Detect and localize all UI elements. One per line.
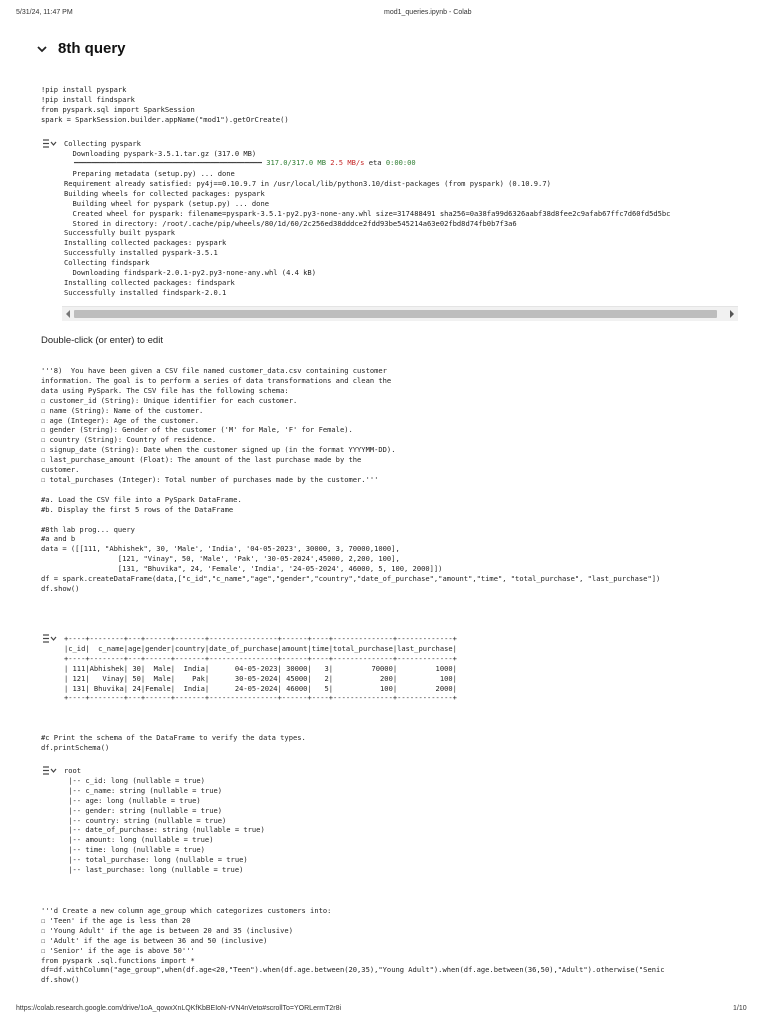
scrollbar-thumb[interactable]: [74, 310, 717, 318]
page-number: 1/10: [733, 1005, 747, 1012]
page-url: https://colab.research.google.com/drive/1oA_qowxXnLQKfKbBEIoN-rVN4nVeto#scrollTo=YORLermT2r8i: [16, 1005, 342, 1012]
progress-bar: ━━━━━━━━━━━━━━━━━━━━━━━━━━━━━━━━━━━━━━━━━━━━: [74, 158, 267, 167]
install-output-body: Preparing metadata (setup.py) ... done Requirement already satisfied: py4j==0.10.9.7 in /usr/local/lib/python3.10/dist-packages (from pyspark) (0.10.9.7) Building wheels for collected packages: pyspark Building wheel for pyspark (setup.py) ... done Created wheel for pyspark: filename=pyspark-3.5.1-py2.py3-none-any.whl size=317488491 sha256=0a38fa99d6326aabf38d8fee2c9afab67ffc7d60fd5d5bc Stored in directory: /root/.cache/pip/wheels/80/1d/60/2c256ed38dddce2fdd93be545214a63e02fbd8d74fb0b7f3a6 Successfully built pyspark Installing collected packages: pyspark Successfully installed pyspark-3.5.1 Collecting findspark Downloading findspark-2.0.1-py2.py3-none-any.whl (4.4 kB) Installing collected packages: findspark Successfully installed findspark-2.0.1: [64, 169, 671, 297]
output-toggle-icon[interactable]: [42, 633, 57, 644]
schema-output: root |-- c_id: long (nullable = true) |-- c_name: string (nullable = true) |-- age: long (nullable = true) |-- gender: string (nullable = true) |-- country: string (nullable = true) |-- date_of_purchase: string (nullable = true) |-- amount: long (nullable = true) |-- time: long (nullable = true) |-- total_purchase: long (nullable = true) |-- last_purchase: long (nullable = true): [64, 766, 265, 875]
code-cell-schema[interactable]: #c Print the schema of the DataFrame to verify the data types. df.printSchema(): [41, 733, 306, 752]
scroll-right-icon[interactable]: [730, 310, 734, 318]
page-title: mod1_queries.ipynb - Colab: [384, 9, 472, 16]
code-cell-install[interactable]: !pip install pyspark !pip install findspark from pyspark.sql import SparkSession spark = SparkSession.builder.appName("mod1").getOrCreate(): [41, 85, 289, 124]
section-header: [36, 40, 126, 57]
print-datetime: 5/31/24, 11:47 PM: [16, 9, 73, 16]
output-toggle-icon[interactable]: [42, 765, 57, 776]
progress-size: 317.0/317.0 MB: [266, 158, 326, 167]
chevron-down-icon[interactable]: [36, 43, 48, 55]
output-toggle-icon[interactable]: [42, 138, 57, 149]
dataframe-show-output: +----+--------+---+------+-------+----------------+------+----+--------------+-------------+ |c_id| c_name|age|gender|country|date_of_purchase|amount|time|total_purchase|last_purchase| +----+--------+---+------+-------+----------------+------+----+--------------+-------------+ | 111|Abhishek| 30| Male| India| 04-05-2023| 30000| 3| 70000| 1000| | 121| Vinay| 50| Male| Pak| 30-05-2024| 45000| 2| 200| 100| | 131| Bhuvika| 24|Female| India| 24-05-2024| 46000| 5| 100| 2000| +----+--------+---+------+-------+----------------+------+----+--------------+-------------+: [64, 634, 457, 703]
progress-eta-label: eta: [368, 158, 386, 167]
output-horizontal-scrollbar[interactable]: [62, 306, 738, 321]
install-output-head: Collecting pyspark Downloading pyspark-3.5.1.tar.gz (317.0 MB): [64, 139, 257, 158]
code-cell-age-group[interactable]: '''d Create a new column age_group which categorizes customers into: ☐ 'Teen' if the age is less than 20 ☐ 'Young Adult' if the age is between 20 and 35 (inclusive) ☐ 'Adult' if the age is between 36 and 50 (inclusive) ☐ 'Senior' if the age is above 50''' from pyspark .sql.functions import * df=df.withColumn("age_group",when(df.age<20,"Teen").when(df.age.between(20,35),"Young Adult").when(df.age.between(36,50),"Adult").otherwise("Senic df.show(): [41, 906, 665, 985]
edit-hint-text[interactable]: Double-click (or enter) to edit: [41, 335, 163, 346]
code-cell-dataframe[interactable]: '''8) You have been given a CSV file named customer_data.csv containing customer information. The goal is to perform a series of data transformations and clean the data using PySpark. The CSV file has the following schema: ☐ customer_id (String): Unique identifier for each customer. ☐ name (String): Name of the customer. ☐ age (Integer): Age of the customer. ☐ gender (String): Gender of the customer ('M' for Male, 'F' for Female). ☐ country (String): Country of residence. ☐ signup_date (String): Date when the customer signed up (in the format YYYYMM-DD). ☐ last_purchase_amount (Float): The amount of the last purchase made by the customer. ☐ total_purchases (Integer): Total number of purchases made by the customer.''' #a. Load the CSV file into a PySpark DataFrame. #b. Display the first 5 rows of the DataFrame #8th lab prog... query #a and b data = ([[111, "Abhishek", 30, 'Male', 'India', '04-05-2023', 30000, 3, 70000,1000], [121, "Vinay", 50, 'Male', 'Pak', '30-05-2024',45000, 2,200, 100], [131, "Bhuvika", 24, 'Female', 'India', '24-05-2024', 46000, 5, 100, 2000]]) df = spark.createDataFrame(data,["c_id","c_name","age","gender","country","date_of_purchase","amount","time", "total_purchase", "last_purchase"]) df.show(): [41, 366, 661, 593]
section-title: 8th query: [58, 40, 126, 57]
progress-speed: 2.5 MB/s: [330, 158, 365, 167]
scroll-left-icon[interactable]: [66, 310, 70, 318]
progress-eta: 0:00:00: [385, 158, 416, 167]
download-progress-line: [74, 158, 416, 168]
